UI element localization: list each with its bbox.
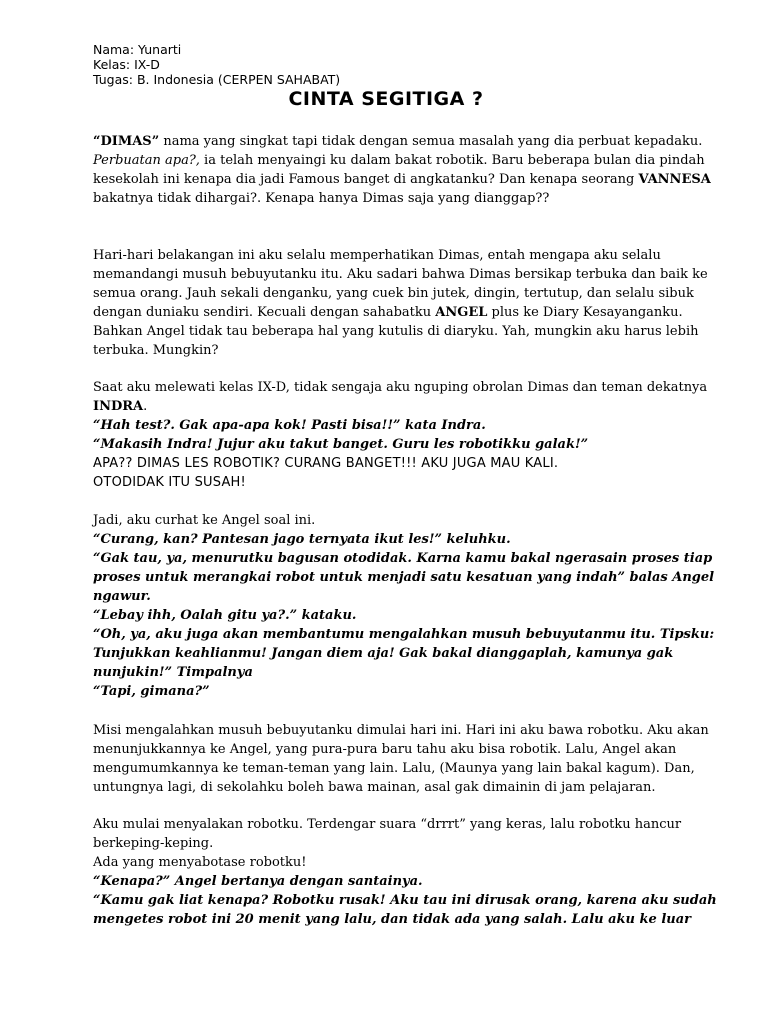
- dialogue-dimas: “Makasih Indra! Jujur aku takut banget. Guru les robotikku galak!”: [93, 437, 589, 452]
- name-angel: ANGEL: [435, 305, 488, 320]
- p4-line-8: Tunjukkan keahlianmu! Jangan diem aja! Gak bakal dianggaplah, kamunya gak: [93, 646, 674, 661]
- p4-line-5: ngawur.: [93, 589, 151, 604]
- p2-line-6: terbuka. Mungkin?: [93, 343, 219, 358]
- p4-line-4: proses untuk merangkai robot untuk menjadi satu kesatuan yang indah” balas Angel: [93, 570, 715, 585]
- story-title: CINTA SEGITIGA ?: [288, 88, 484, 110]
- paragraph-3: [93, 378, 708, 492]
- p3-line-2-post: .: [143, 399, 148, 414]
- p6-line-1: Aku mulai menyalakan robotku. Terdengar suara “drrrt” yang keras, lalu robotku hancur: [93, 817, 682, 832]
- p1-line-1: [93, 132, 703, 151]
- p4-line-6: “Lebay ihh, Oalah gitu ya?.” kataku.: [93, 608, 357, 623]
- p6-line-2: berkeping-keping.: [93, 836, 214, 851]
- assignment: Tugas: B. Indonesia (CERPEN SAHABAT): [93, 72, 341, 87]
- p1-line-3-text: kesekolah ini kenapa dia jadi Famous banget di angkatanku? Dan kenapa seorang: [93, 172, 639, 187]
- paragraph-5: [93, 721, 709, 797]
- p2-line-4-post: plus ke Diary Kesayanganku.: [487, 305, 683, 320]
- dialogue-indra: “Hah test?. Gak apa-apa kok! Pasti bisa!!” kata Indra.: [93, 418, 486, 433]
- p4-line-2: “Curang, kan? Pantesan jago ternyata ikut les!” keluhku.: [93, 532, 511, 547]
- p4-line-9: nunjukin!” Timpalnya: [93, 665, 253, 680]
- p3-line-2: [93, 397, 683, 416]
- student-name: Nama: Yunarti: [93, 42, 182, 57]
- paragraph-6: [93, 815, 717, 929]
- p1-line-3: [93, 170, 711, 189]
- student-class: Kelas: IX-D: [93, 57, 160, 72]
- p5-line-2: menunjukkannya ke Angel, yang pura-pura baru tahu aku bisa robotik. Lalu, Angel akan: [93, 742, 677, 757]
- italic-question: Perbuatan apa?,: [93, 153, 200, 168]
- p1-line-2-text: ia telah menyaingi ku dalam bakat robotik. Baru beberapa bulan dia pindah: [199, 153, 705, 168]
- p3-line-5: APA?? DIMAS LES ROBOTIK? CURANG BANGET!!! AKU JUGA MAU KALI.: [93, 456, 559, 471]
- p4-line-3: “Gak tau, ya, menurutku bagusan otodidak. Karna kamu bakal ngerasain proses tiap: [93, 551, 713, 566]
- p5-line-4: untungnya lagi, di sekolahku boleh bawa mainan, asal gak dimainin di jam pelajaran.: [93, 780, 656, 795]
- p2-line-4-pre: dengan duniaku sendiri. Kecuali dengan sahabatku: [93, 305, 436, 320]
- p1-line-4: bakatnya tidak dihargai?. Kenapa hanya Dimas saja yang dianggap??: [93, 191, 550, 206]
- p6-line-3: Ada yang menyabotase robotku!: [93, 855, 307, 870]
- paragraph-1: [93, 132, 711, 208]
- p4-line-1: Jadi, aku curhat ke Angel soal ini.: [93, 513, 316, 528]
- p5-line-3: mengumumkannya ke teman-teman yang lain. Lalu, (Maunya yang lain bakal kagum). Dan,: [93, 761, 695, 776]
- p2-line-4: [93, 303, 683, 322]
- p6-line-4: “Kenapa?” Angel bertanya dengan santainya.: [93, 874, 423, 889]
- p5-line-1: Misi mengalahkan musuh bebuyutanku dimulai hari ini. Hari ini aku bawa robotku. Aku akan: [93, 723, 709, 738]
- name-indra: INDRA: [93, 399, 144, 414]
- p3-line-6: OTODIDAK ITU SUSAH!: [93, 475, 246, 490]
- p2-line-1: Hari-hari belakangan ini aku selalu memperhatikan Dimas, entah mengapa aku selalu: [93, 248, 661, 263]
- paragraph-4: [93, 511, 715, 701]
- p4-line-7: “Oh, ya, aku juga akan membantumu mengalahkan musuh bebuyutanmu itu. Tipsku:: [93, 627, 715, 642]
- p2-line-2: memandangi musuh bebuyutanku itu. Aku sadari bahwa Dimas bersikap terbuka dan baik ke: [93, 267, 708, 282]
- student-header: [93, 42, 340, 87]
- p1-line-2: [93, 151, 705, 170]
- p4-line-10: “Tapi, gimana?”: [93, 684, 210, 699]
- paragraph-2: [93, 246, 708, 360]
- p3-line-1: Saat aku melewati kelas IX-D, tidak sengaja aku nguping obrolan Dimas dan teman dekatnya: [93, 380, 708, 395]
- name-dimas: “DIMAS”: [93, 134, 160, 149]
- p2-line-3: semua orang. Jauh sekali denganku, yang cuek bin jutek, dingin, tertutup, dan selalu sibuk: [93, 286, 694, 301]
- p1-line-1-text: nama yang singkat tapi tidak dengan semua masalah yang dia perbuat kepadaku.: [159, 134, 703, 149]
- p6-line-5: “Kamu gak liat kenapa? Robotku rusak! Aku tau ini dirusak orang, karena aku sudah: [93, 893, 717, 908]
- p2-line-5: Bahkan Angel tidak tau beberapa hal yang kutulis di diaryku. Yah, mungkin aku harus lebih: [93, 324, 699, 339]
- name-vannesa: VANNESA: [638, 172, 711, 187]
- p6-line-6: mengetes robot ini 20 menit yang lalu, dan tidak ada yang salah. Lalu aku ke luar: [93, 912, 691, 927]
